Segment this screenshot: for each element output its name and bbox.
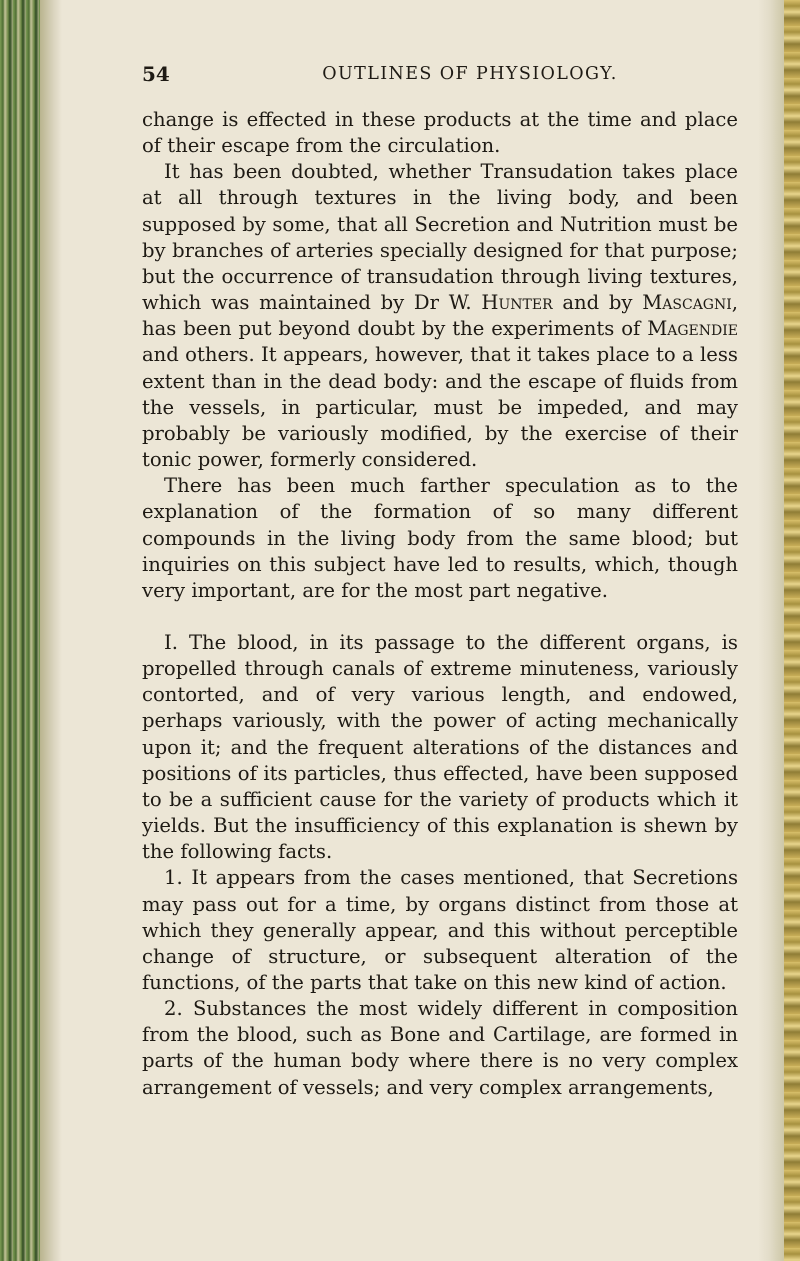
page-header <box>142 62 738 90</box>
paragraph-continuation: change is effected in these products at the time and place of their escape from the circulation. <box>142 108 738 158</box>
gutter-shadow <box>40 0 62 1261</box>
author-name-hunter: Hunter <box>481 291 553 315</box>
paragraph-transudation <box>142 159 738 473</box>
paragraph-point-one: 1. It appears from the cases mentioned, that Secretions may pass out for a time, by organs distinct from those at which they generally appear, and this without perceptible change of structure, or subsequent alteration of the functions, of the parts that take on this new kind of action. <box>142 866 738 994</box>
body-text <box>142 107 738 1101</box>
author-name-magendie: Magendie <box>647 317 738 341</box>
book-edge-right <box>784 0 800 1261</box>
text-run: and others. It appears, however, that it takes place to a less extent than in the dead body: and the escape of fluids from the vessels, in particular, must be impeded, and may probably be variously modified, by the exercise of their tonic power, formerly considered. <box>142 343 738 472</box>
page-edge-shadow <box>758 0 784 1261</box>
book-edge-left <box>0 0 40 1261</box>
page-number: 54 <box>142 62 170 86</box>
paragraph-speculation: There has been much farther speculation as to the explanation of the formation of so many different compounds in the living body from the same blood; but inquiries on this subject have led to results, which, though very important, are for the most part negative. <box>142 474 738 602</box>
text-run: , has been put beyond doubt by the experiments of <box>142 291 739 341</box>
text-run: and by <box>552 291 643 315</box>
paragraph-point-two: 2. Substances the most widely different in composition from the blood, such as Bone and Cartilage, are formed in parts of the human body where there is no very complex arrangement of vessels; and very complex arrangements, <box>142 997 738 1099</box>
running-title: OUTLINES OF PHYSIOLOGY. <box>322 64 618 84</box>
author-name-mascagni: Mascagni <box>642 291 732 315</box>
paragraph-section-one: I. The blood, in its passage to the different organs, is propelled through canals of extreme minuteness, variously contorted, and of very various length, and endowed, perhaps variously, with the power of acting mechanically upon it; and the frequent alterations of the distances and positions of its particles, thus effected, have been supposed to be a sufficient cause for the variety of products which it yields. But the insufficiency of this explanation is shewn by the following facts. <box>142 630 738 864</box>
text-run: It has been doubted, whether Transudation takes place at all through textures in the living body, and been supposed by some, that all Secretion and Nutrition must be by branches of arteries specially designed for that purpose; but the occurrence of transudation through living textures, which was maintained by Dr W. <box>142 160 738 315</box>
